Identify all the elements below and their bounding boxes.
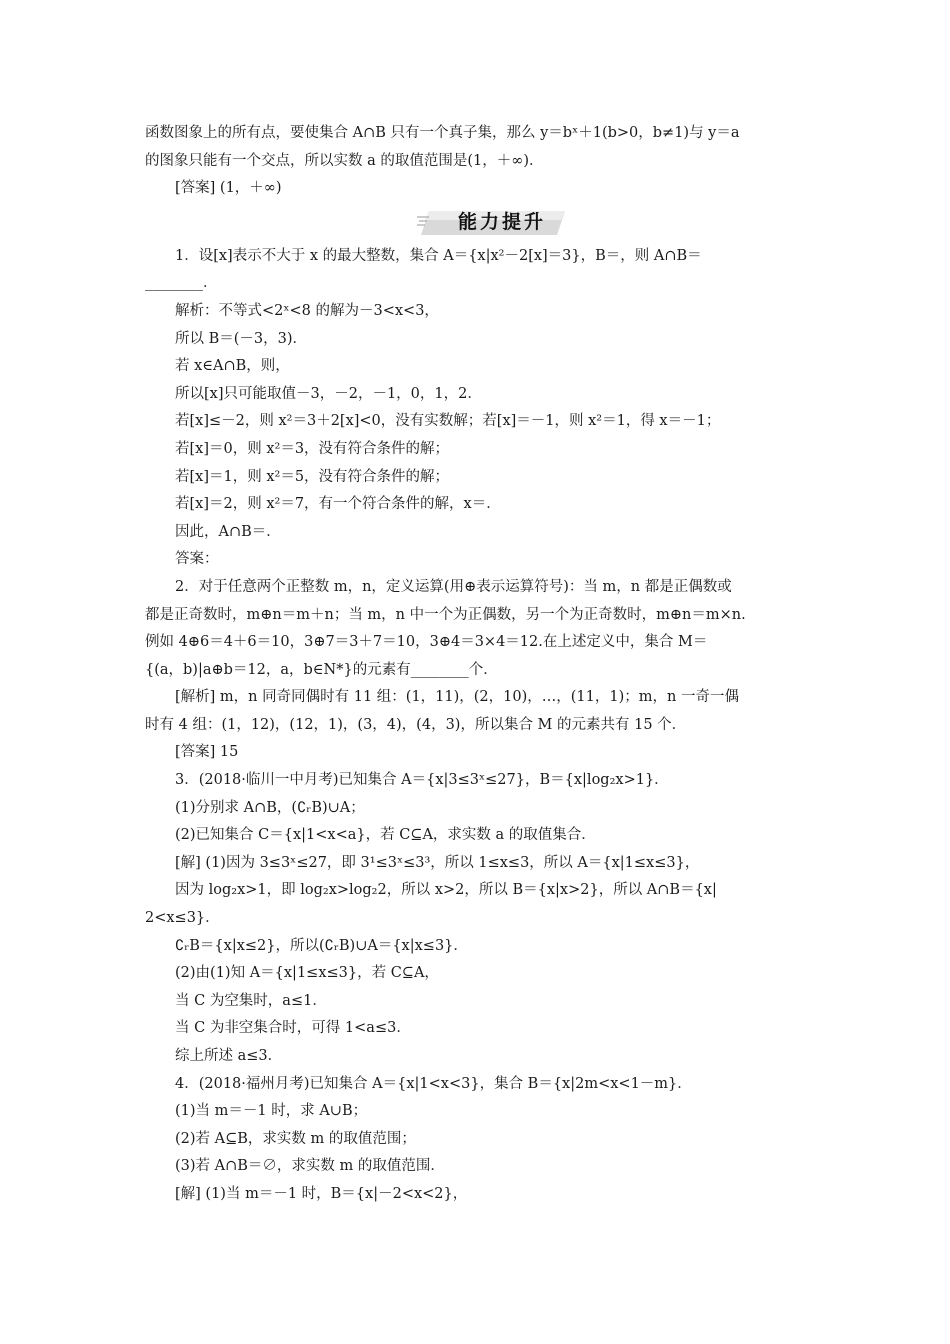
text-line: 2．对于任意两个正整数 m，n，定义运算(用⊕表示运算符号)：当 m，n 都是正偶数或 (175, 578, 732, 595)
text-line: 综上所述 a≤3． (175, 1048, 283, 1064)
text-line: 所以 B＝(－3，3)． (175, 330, 308, 347)
text-line: ________． (145, 275, 218, 292)
text-line: 若[x]＝0，则 x²＝3，没有符合条件的解； (175, 440, 450, 457)
text-line: 函数图象上的所有点，要使集合 A∩B 只有一个真子集，那么 y＝bˣ＋1(b>0，b≠1)与 y＝a (145, 125, 740, 141)
text-line: 都是正奇数时，m⊕n＝m＋n；当 m，n 中一个为正偶数，另一个为正奇数时，m⊕n＝m×n. (145, 606, 746, 623)
text-line: 若 x∈A∩B，则， (175, 358, 290, 375)
text-line: [解] (1)当 m＝－1 时，B＝{x|－2<x<2}， (175, 1185, 468, 1202)
text-line: 例如 4⊕6＝4＋6＝10，3⊕7＝3＋7＝10，3⊕4＝3×4＝12.在上述定义中，集合 M＝ (145, 634, 708, 651)
text-line: 若[x]＝2，则 x²＝7，有一个符合条件的解，x＝． (175, 496, 501, 513)
text-line: {(a，b)|a⊕b＝12，a，b∈N*}的元素有________个． (145, 661, 498, 678)
text-line: 4．(2018·福州月考)已知集合 A＝{x|1<x<3}，集合 B＝{x|2m<x<1－m}． (175, 1075, 692, 1092)
text-line: [解析] m，n 同奇同偶时有 11 组：(1，11)，(2，10)，…，(11，1)；m，n 一奇一偶 (175, 689, 739, 706)
text-line: 解析：不等式<2ˣ<8 的解为－3<x<3， (175, 302, 439, 319)
section-title: 能力提升 (457, 210, 546, 233)
section-banner (145, 203, 805, 243)
text-line: 所以[x]只可能取值－3，－2，－1，0，1，2． (175, 385, 482, 402)
text-line: 时有 4 组：(1，12)，(12，1)，(3，4)，(4，3)，所以集合 M 的元素共有 15 个． (145, 716, 687, 733)
text-line: 1．设[x]表示不大于 x 的最大整数，集合 A＝{x|x²－2[x]＝3}，B＝，则 A∩B＝ (175, 247, 702, 264)
answer-line: [答案] (1，＋∞) (175, 180, 282, 197)
text-line: 若[x]＝1，则 x²＝5，没有符合条件的解； (175, 468, 450, 485)
text-line: 当 C 为非空集合时，可得 1<a≤3． (175, 1020, 411, 1037)
answer-line: [答案] 15 (175, 744, 239, 761)
text-line: 因为 log₂x>1，即 log₂x>log₂2，所以 x>2，所以 B＝{x|x>2}，所以 A∩B＝{x| (175, 882, 717, 899)
text-line: 当 C 为空集时，a≤1． (175, 992, 327, 1009)
document-page (145, 120, 805, 1209)
text-line: 若[x]≤－2，则 x²＝3＋2[x]<0，没有实数解；若[x]＝－1，则 x²＝1，得 x＝－1； (175, 413, 721, 430)
text-line: (2)已知集合 C＝{x|1<x<a}，若 C⊆A，求实数 a 的取值集合． (175, 827, 596, 844)
text-line: 答案： (175, 551, 219, 568)
text-line: (2)由(1)知 A＝{x|1≤x≤3}，若 C⊆A， (175, 965, 439, 982)
text-line: (1)分别求 A∩B，(∁ᵣB)∪A； (175, 799, 365, 816)
text-line: (3)若 A∩B＝∅，求实数 m 的取值范围． (175, 1158, 445, 1175)
text-line: 2<x≤3}． (145, 910, 220, 927)
text-line: [解] (1)因为 3≤3ˣ≤27，即 3¹≤3ˣ≤3³，所以 1≤x≤3，所以 A＝{x|1≤x≤3}， (175, 854, 700, 871)
text-line: 因此，A∩B＝． (175, 523, 281, 540)
text-line: (2)若 A⊆B，求实数 m 的取值范围； (175, 1130, 416, 1147)
text-line: 3．(2018·临川一中月考)已知集合 A＝{x|3≤3ˣ≤27}，B＝{x|log₂x>1}． (175, 772, 669, 789)
text-line: ∁ᵣB＝{x|x≤2}，所以(∁ᵣB)∪A＝{x|x≤3}． (175, 937, 468, 954)
text-line: 的图象只能有一个交点，所以实数 a 的取值范围是(1，＋∞)． (145, 152, 544, 169)
text-line: (1)当 m＝－1 时，求 A∪B； (175, 1103, 368, 1120)
